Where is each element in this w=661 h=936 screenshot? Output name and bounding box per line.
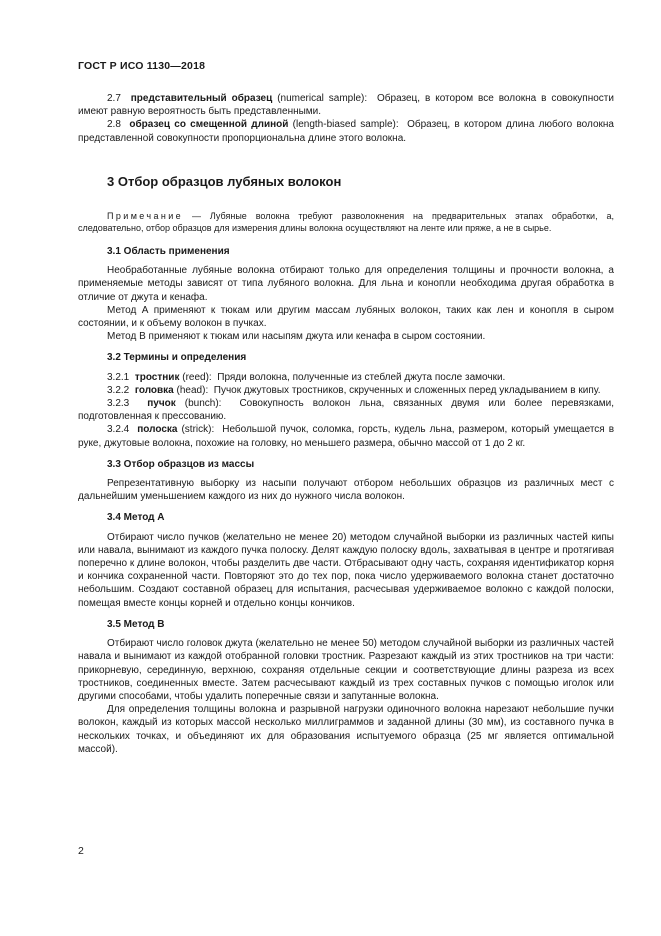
paragraph: Необработанные лубяные волокна отбирают только для определения толщины и прочности волокна, а применяемые методы зависят от типа лубяного волокна. Для льна и конопли необходима другая обработка в отличие от джута и кенафа.	[78, 265, 614, 303]
subsection-3-2-title: 3.2 Термины и определения	[107, 352, 247, 364]
note: Примечание — Лубяные волокна требуют разволокнения на предварительных этапах обработки, а, следовательно, отбор образцов для измерения длины волокна осуществляют на ленте или пряже, а не в сырье.	[78, 211, 614, 234]
paragraph: Метод А применяют к тюкам или другим массам лубяных волокон, таких как лен и конопля в сыром состоянии, и к объему волокон в пучках.	[78, 304, 614, 330]
subsection-3-3-title: 3.3 Отбор образцов из массы	[107, 458, 255, 470]
paragraph: Для определения толщины волокна и разрывной нагрузки одиночного волокна нарезают небольшие пучки волокон, каждый из которых массой несколько миллиграммов и заданной длины (30 мм), из составного пучка в нескольких точках, и объединяют их для образования испытуемого образца (25 мг является оптимальной массой).	[78, 704, 614, 755]
document-header: ГОСТ Р ИСО 1130—2018	[78, 60, 206, 72]
note-label: Примечание	[107, 211, 184, 222]
definition-3-2-3: 3.2.3 пучок (bunch): Совокупность волокон льна, связанных двумя или более перевязками, подготовленная к прессованию.	[78, 398, 615, 423]
subsection-3-4-title: 3.4 Метод А	[107, 512, 165, 524]
page-body	[78, 92, 614, 756]
section-3-title: 3 Отбор образцов лубяных волокон	[107, 173, 342, 189]
paragraph: Репрезентативную выборку из насыпи получают отбором небольших образцов из различных мест с дальнейшим уменьшением каждого из них до нужного числа волокон.	[78, 478, 614, 503]
paragraph: Отбирают число пучков (желательно не менее 20) методом случайной выборки из различных частей кипы или навала, вынимают из каждого пучка полоску. Делят каждую полоску вдоль, захватывая в центре и протягивая поперечно к длине волокон, чтобы разделить две части. Отбрасывают одну часть, сохраняя идентификатор корня и кончика сохраненной части. Повторяют это до тех пор, пока число удерживаемого волокна станет достаточно небольшим. Создают составной образец для испытания, расчесывая удерживаемое волокно с каждой полоски, помещая вместе концы корней и отдельно концы кончиков.	[78, 531, 614, 609]
paragraph: Метод В применяют к тюкам или насыпям джута или кенафа в сыром состоянии.	[107, 331, 486, 343]
definition-2-7: 2.7 представительный образец (numerical sample): Образец, в котором все волокна в совокупности имеют равную вероятность быть представленными.	[78, 93, 614, 118]
term: образец со смещенной длиной	[129, 119, 289, 131]
definition-2-8: 2.8 образец со смещенной длиной (length-biased sample): Образец, в котором длина любого волокна представленной совокупности пропорциональна длине этого волокна.	[78, 119, 614, 144]
definition-3-2-4: 3.2.4 полоска (strick): Небольшой пучок, соломка, горсть, кудель льна, размером, который умещается в руке, джутовые волокна, похожие на головку, но меньшего размера, обычно массой от 1 до 2 кг.	[78, 424, 615, 449]
term: представительный образец	[130, 93, 273, 104]
definition-3-2-1: 3.2.1 тростник (reed): Пряди волокна, полученные из стеблей джута после замочки.	[107, 371, 506, 383]
paragraph: Отбирают число головок джута (желательно не менее 50) методом случайной выборки из различных частей навала и вынимают из каждой отобранной головки тростник. Разрезают каждый из этих тростников на три части: прикорневую, серединную, верхнюю, сохраняя отдельные секции и соответствующие длины разреза из всех тростников, соединенных вместе. Затем расчесывают каждый из трех составных пучков с помощью иголок или другими способами, чтобы удалить поперечные связи и запутанные волокна.	[78, 638, 614, 702]
definition-3-2-2: 3.2.2 головка (head): Пучок джутовых тростников, скрученных и сложенных перед укладыванием в кипу.	[107, 384, 601, 396]
page-number: 2	[78, 845, 84, 857]
subsection-3-1-title: 3.1 Область применения	[107, 246, 230, 258]
subsection-3-5-title: 3.5 Метод В	[107, 618, 165, 630]
